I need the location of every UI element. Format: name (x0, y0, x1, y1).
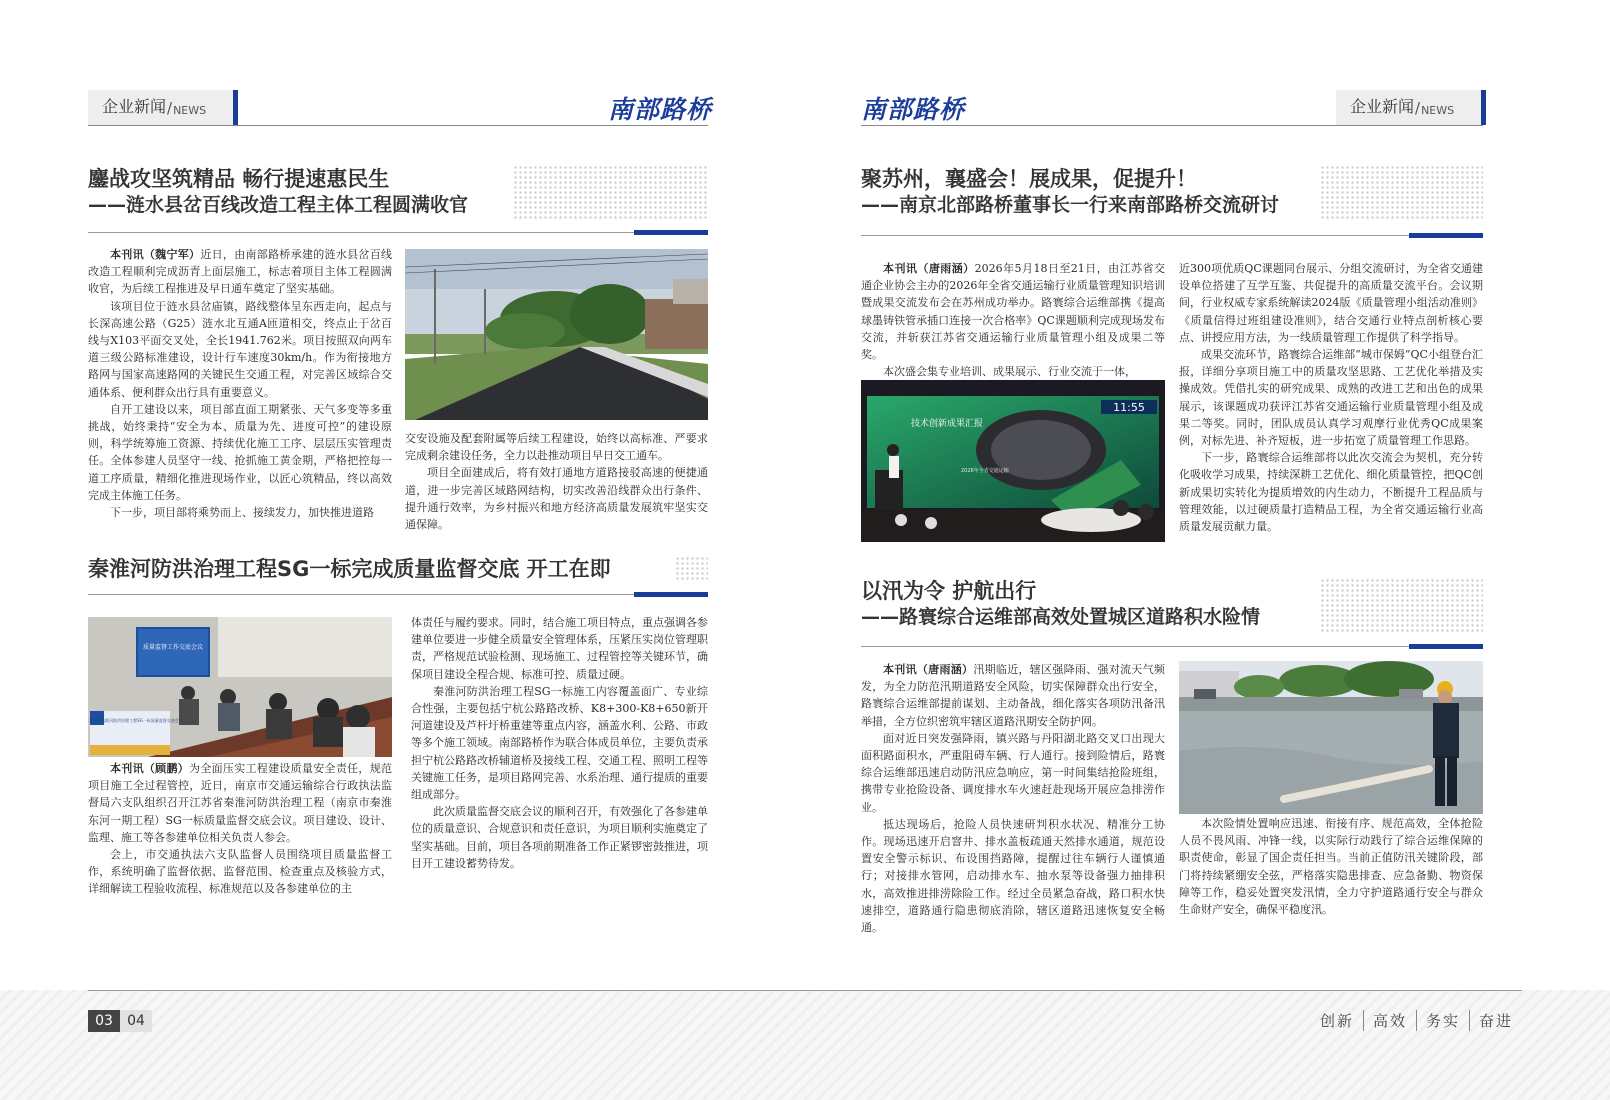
article-heading (861, 166, 1279, 218)
article-paragraph: 成果交流环节，路寰综合运维部“城市保姆”QC小组登台汇报，详细分享项目施工中的质量攻坚思路、工艺优化举措及实操成效。凭借扎实的研究成果、成熟的改进工艺和出色的成果展示，该课题成功获评江苏省交通运输行业质量管理小组及成果二等奖。同时，团队成员认真学习观摩行业优秀QC成果案例，对标先进、补齐短板，进一步拓宽了质量管理工作思路。 (1179, 348, 1483, 448)
road-photo (405, 249, 708, 420)
article-title: 以汛为令 护航出行 (861, 579, 1037, 603)
section-tab (1336, 90, 1486, 125)
article-source: 本刊讯（唐雨涵） (883, 663, 974, 676)
banner-text: 江苏省秦淮河防洪治理工程SG一标质量监督交底会议 (89, 718, 183, 723)
heading-dot-pattern (1320, 165, 1483, 221)
screen-caption: 2026年全省交通运输 (961, 468, 1009, 474)
article-paragraph: 本次险情处置响应迅速、衔接有序、规范高效，全体抢险人员不畏风雨、冲锋一线，以实际行动践行了综合运维保障的职责使命，彰显了国企责任担当。当前正值防汛关键阶段，部门将持续紧绷安全弦，严格落实隐患排查、应急备勤、物资保障等工作，稳妥处置突发汛情，全力守护道路通行安全与群众生命财产安全，确保平稳度汛。 (1179, 817, 1483, 917)
article-title: 鏖战攻坚筑精品 畅行提速惠民生 (88, 167, 390, 191)
flood-photo (1179, 661, 1483, 814)
article-source: 本刊讯（顾鹏） (110, 762, 190, 775)
heading-rule (88, 594, 708, 595)
screen-title: 技术创新成果汇报 (911, 419, 984, 429)
article-paragraph: 交安设施及配套附属等后续工程建设，始终以高标准、严要求完成剩余建设任务，全力以赴推动项目早日交工通车。 (405, 432, 708, 463)
section-tab (88, 90, 238, 125)
article-heading (861, 578, 1260, 630)
brand-logo: 南部路桥 (861, 95, 966, 124)
right-page (805, 0, 1610, 1100)
meeting-photo (88, 617, 392, 757)
conference-photo (861, 380, 1165, 542)
article-source: 本刊讯（唐雨涵） (883, 262, 975, 275)
article-paragraph: 秦淮河防洪治理工程SG一标施工内容覆盖面广、专业综合性强，主要包括宁杭公路路改桥、K8+300-K8+650新开河道建设及芦杆圩桥重建等重点内容，涵盖水利、公路、市政等多个施工领域。南部路桥作为联合体成员单位，主要负责承担宁杭公路路改桥辅道桥及接线工程、交通工程、照明工程等关键施工任务，是项目路网完善、水系治理、通行提质的重要组成部分。 (411, 684, 708, 802)
article-subtitle: ——南京北部路桥董事长一行来南部路桥交流研讨 (861, 194, 1280, 216)
footer-rule (88, 990, 1522, 991)
section-label-en: NEWS (173, 104, 207, 117)
article-paragraph: 会上，市交通执法六支队监督人员围绕项目质量监督工作，系统明确了监督依据、监督范围、检查重点及核验方式，详细解读工程验收流程、标准规范以及各参建单位的主 (88, 848, 392, 896)
article-paragraph: 自开工建设以来，项目部直面工期紧张、天气多变等多重挑战，始终秉持“安全为本、质量为先、进度可控”的建设原则，科学统筹施工资源、持续优化施工工序、层层压实管理责任。全体参建人员坚守一线、抢抓施工黄金期，严格把控每一道工序质量，精细化推进现场作业，以匠心筑精品，终以高效完成主体施工任务。 (88, 402, 392, 502)
slogan-word: 高效 (1363, 1010, 1416, 1031)
article-column (411, 614, 708, 872)
article-lead: 本刊讯（顾鹏）为全面压实工程建设质量安全责任，规范项目施工全过程管控，近日，南京市交通运输综合行政执法监督局六支队组织召开江苏省秦淮河防洪治理工程（南京市秦淮东河一期工程）SG一标质量监督交底会议。项目建设、设计、监理、施工等各参建单位相关负责人参会。 (88, 762, 393, 844)
slogan-word: 创新 (1319, 1012, 1354, 1030)
page-number-left: 03 (88, 1010, 120, 1032)
screen-clock: 11:55 (1113, 401, 1145, 414)
heading-accent (1409, 644, 1483, 649)
article-title: 聚苏州，襄盛会！展成果，促提升！ (861, 167, 1197, 191)
footer-band (0, 990, 1610, 1100)
heading-rule (861, 646, 1483, 647)
article-heading (88, 166, 468, 218)
heading-rule (861, 235, 1483, 236)
article-paragraph: 本次盛会集专业培训、成果展示、行业交流于一体， (883, 365, 1136, 379)
article-paragraph: 该项目位于涟水县岔庙镇，路线整体呈东西走向，起点与长深高速公路（G25）涟水北互通A匝道相交，终点止于岔百线与X103平面交叉处，全长1941.762米。项目按照双向两车道三级公路标准建设，设计行车速度30km/h。作为衔接地方路网与国家高速路网的关键民生交通工程，对完善区域综合交通体系、便利群众出行具有重要意义。 (88, 299, 392, 399)
header-rule (861, 125, 1483, 126)
heading-dot-pattern (513, 165, 708, 221)
footer-slogan (1311, 1010, 1522, 1031)
heading-accent (1409, 233, 1483, 238)
article-column (88, 760, 392, 898)
article-column (88, 246, 392, 521)
section-slash: / (1415, 99, 1421, 117)
article-lead: 本刊讯（唐雨涵）2026年5月18日至21日，由江苏省交通企业协会主办的2026年全省交通运输行业质量管理知识培训暨成果交流发布会在苏州成功举办。路寰综合运维部携《提高球墨铸铁管承插口连接一次合格率》QC课题顺利完成现场发布交流，并斩获江苏省交通运输行业质量管理小组及成果二等奖。 (861, 262, 1165, 362)
article-title: 秦淮河防洪治理工程SG一标完成质量监督交底 开工在即 (88, 557, 611, 581)
article-paragraph: 下一步，项目部将乘势而上、接续发力，加快推进道路 (110, 506, 374, 520)
slogan-word: 奋进 (1469, 1010, 1522, 1031)
screen-text: 质量监督工作交底会议 (142, 644, 204, 651)
heading-dot-pattern (675, 556, 708, 582)
article-paragraph: 下一步，路寰综合运维部将以此次交流会为契机，充分转化吸收学习成果，持续深耕工艺优化、细化质量管控，把QC创新成果切实转化为提质增效的内生动力，不断提升工程品质与管理效能，以过硬质量打造精品工程，为全省交通运输行业高质量发展贡献力量。 (1179, 451, 1483, 534)
brand-logo: 南部路桥 (608, 95, 713, 124)
section-label-cn: 企业新闻 (102, 97, 167, 116)
section-label-en: NEWS (1421, 104, 1455, 117)
article-paragraph: 体责任与履约要求。同时，结合施工项目特点，重点强调各参建单位要进一步健全质量安全管理体系，压紧压实岗位管理职责，严格规范试验检测、现场施工、过程管控等关键环节，确保项目建设全程合规、标准可控、质量过硬。 (411, 616, 708, 681)
article-column (1179, 260, 1483, 535)
heading-accent (634, 230, 708, 235)
article-paragraph: 此次质量监督交底会议的顺利召开，有效强化了各参建单位的质量意识、合规意识和责任意识，为项目顺利实施奠定了坚实基础。目前，项目各项前期准备工作正紧锣密鼓推进，项目开工建设蓄势待发。 (411, 805, 708, 870)
section-label-cn: 企业新闻 (1350, 97, 1415, 116)
article-source: 本刊讯（魏宁军） (110, 248, 201, 261)
article-paragraph: 抵达现场后，抢险人员快速研判积水状况、精准分工协作。现场迅速开启窨井、排水盖板疏通天然排水通道，规范设置安全警示标识、布设围挡路障，提醒过往车辆行人谨慎通行；对接排水管网，启动排水车、抽水泵等设备强力抽排积水，高效推进排涝除险工作。经过全员紧急奋战，路口积水快速排空，道路通行隐患彻底消除，辖区道路迅速恢复安全畅通。 (861, 817, 1165, 935)
article-column (861, 661, 1165, 936)
article-column (405, 430, 708, 533)
article-column (861, 260, 1165, 380)
article-lead: 本刊讯（唐雨涵）汛期临近，辖区强降雨、强对流天气频发，为全力防范汛期道路安全风险，切实保障群众出行安全，路寰综合运维部提前谋划、主动备战，细化落实各项防汛备汛举措，全方位织密筑牢辖区道路汛期安全防护网。 (861, 663, 1166, 728)
slogan-word: 务实 (1416, 1010, 1469, 1031)
header-rule (88, 125, 708, 126)
article-paragraph: 面对近日突发强降雨，镇兴路与丹阳湖北路交叉口出现大面积路面积水，严重阻碍车辆、行人通行。接到险情后，路寰综合运维部迅速启动防汛应急响应，第一时间集结抢险班组，携带专业抢险设备、调度排水车火速赶赴现场开展应急排涝作业。 (861, 731, 1165, 814)
article-subtitle: ——涟水县岔百线改造工程主体工程圆满收官 (88, 194, 469, 216)
article-paragraph: 项目全面建成后，将有效打通地方道路接驳高速的便捷通道，进一步完善区域路网结构，切实改善沿线群众出行条件、提升通行效率，为乡村振兴和地方经济高质量发展筑牢坚实交通保障。 (405, 466, 708, 532)
heading-accent (634, 592, 708, 597)
page-number-right: 04 (120, 1010, 152, 1032)
section-slash: / (167, 99, 173, 117)
article-lead: 本刊讯（魏宁军）近日，由南部路桥承建的涟水县岔百线改造工程顺利完成沥青上面层施工，标志着项目主体工程圆满收官，为后续工程推进及早日通车奠定了坚实基础。 (88, 248, 393, 296)
heading-rule (88, 232, 708, 233)
heading-dot-pattern (1320, 578, 1483, 634)
article-paragraph: 近300项优质QC课题同台展示、分组交流研讨，为全省交通建设单位搭建了互学互鉴、共促提升的高质量交流平台。会议期间，行业权威专家系统解读2024版《质量管理小组活动准则》《质量信得过班组建设准则》，结合交通行业特点剖析核心要点、讲授应用方法，为一线质量管理工作提供了科学指导。 (1179, 262, 1483, 344)
article-heading (88, 556, 611, 582)
article-column (1179, 815, 1483, 918)
article-subtitle: ——路寰综合运维部高效处置城区道路积水险情 (861, 606, 1261, 628)
